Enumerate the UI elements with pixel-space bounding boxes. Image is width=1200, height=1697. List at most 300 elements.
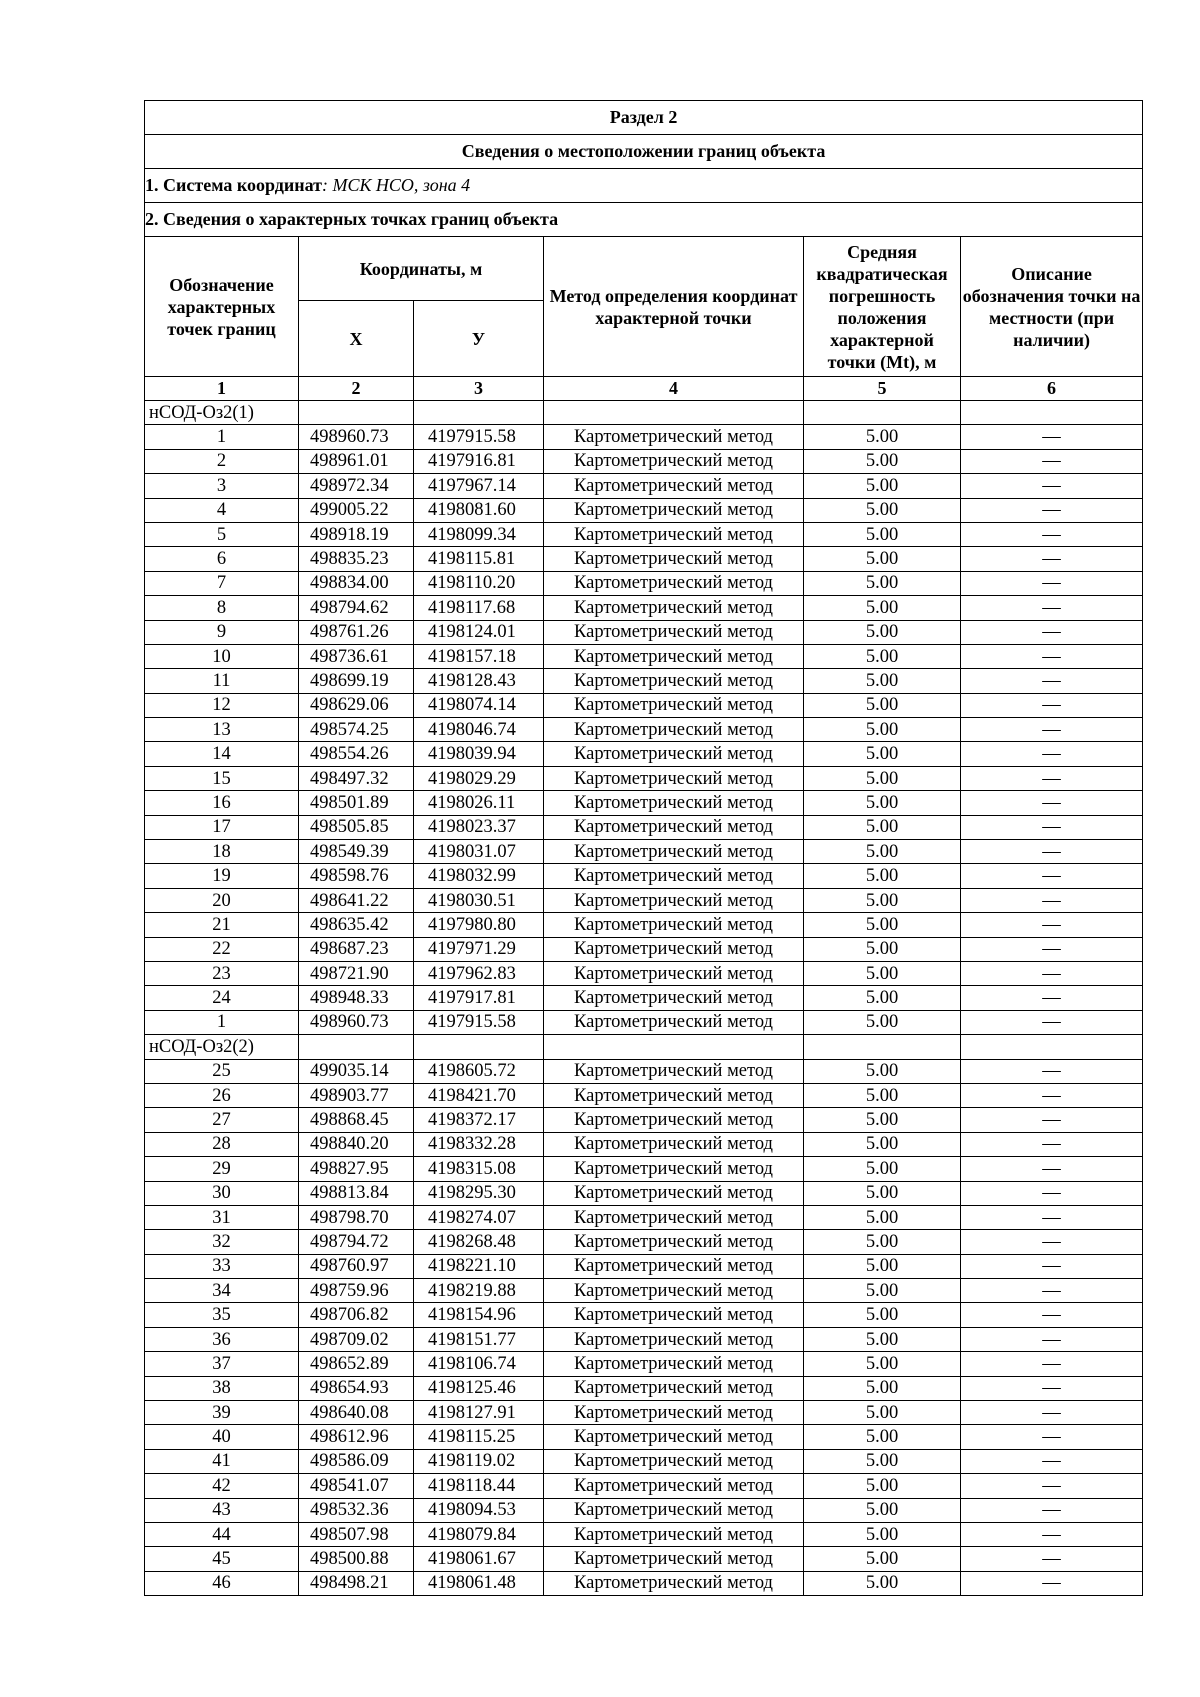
table-row <box>145 864 1143 888</box>
description-cell: — <box>961 888 1143 912</box>
table-row <box>145 1449 1143 1473</box>
table-row <box>145 1352 1143 1376</box>
coord-y: 4198332.28 <box>414 1132 544 1156</box>
group-label: нСОД-Оз2(1) <box>145 401 299 425</box>
coord-y: 4198061.67 <box>414 1547 544 1571</box>
method-cell: Картометрический метод <box>544 766 804 790</box>
coord-y: 4198128.43 <box>414 669 544 693</box>
coord-y: 4198274.07 <box>414 1205 544 1229</box>
cell-x-empty <box>299 1035 414 1059</box>
error-cell: 5.00 <box>804 864 961 888</box>
coord-y: 4198315.08 <box>414 1157 544 1181</box>
coord-x: 498903.77 <box>299 1083 414 1107</box>
error-cell: 5.00 <box>804 1132 961 1156</box>
point-number: 31 <box>145 1205 299 1229</box>
point-number: 6 <box>145 547 299 571</box>
method-cell: Картометрический метод <box>544 1205 804 1229</box>
method-cell: Картометрический метод <box>544 1010 804 1034</box>
coord-y: 4197967.14 <box>414 474 544 498</box>
coord-y: 4197971.29 <box>414 937 544 961</box>
point-number: 35 <box>145 1303 299 1327</box>
coord-x: 498721.90 <box>299 961 414 985</box>
method-cell: Картометрический метод <box>544 644 804 668</box>
method-cell: Картометрический метод <box>544 1059 804 1083</box>
description-cell: — <box>961 961 1143 985</box>
coord-y: 4198119.02 <box>414 1449 544 1473</box>
method-cell: Картометрический метод <box>544 425 804 449</box>
point-number: 5 <box>145 522 299 546</box>
table-row <box>145 840 1143 864</box>
table-row <box>145 1083 1143 1107</box>
point-number: 10 <box>145 644 299 668</box>
method-cell: Картометрический метод <box>544 1449 804 1473</box>
description-cell: — <box>961 1181 1143 1205</box>
description-cell: — <box>961 498 1143 522</box>
cell-error-empty <box>804 401 961 425</box>
error-cell: 5.00 <box>804 1352 961 1376</box>
point-number: 4 <box>145 498 299 522</box>
table-row <box>145 742 1143 766</box>
description-cell: — <box>961 1230 1143 1254</box>
group-row <box>145 401 1143 425</box>
description-cell: — <box>961 840 1143 864</box>
point-number: 14 <box>145 742 299 766</box>
coord-x: 498687.23 <box>299 937 414 961</box>
table-row <box>145 693 1143 717</box>
error-cell: 5.00 <box>804 1181 961 1205</box>
coord-y: 4198030.51 <box>414 888 544 912</box>
coord-y: 4197980.80 <box>414 913 544 937</box>
point-number: 24 <box>145 986 299 1010</box>
column-number: 1 <box>145 377 299 401</box>
coord-x: 498759.96 <box>299 1279 414 1303</box>
method-cell: Картометрический метод <box>544 596 804 620</box>
cell-method-empty <box>544 401 804 425</box>
coord-y: 4198046.74 <box>414 718 544 742</box>
error-cell: 5.00 <box>804 742 961 766</box>
error-cell: 5.00 <box>804 1376 961 1400</box>
coord-y: 4198268.48 <box>414 1230 544 1254</box>
method-cell: Картометрический метод <box>544 937 804 961</box>
method-cell: Картометрический метод <box>544 669 804 693</box>
point-number: 25 <box>145 1059 299 1083</box>
error-cell: 5.00 <box>804 547 961 571</box>
description-cell: — <box>961 1132 1143 1156</box>
point-number: 37 <box>145 1352 299 1376</box>
point-number: 28 <box>145 1132 299 1156</box>
table-row <box>145 571 1143 595</box>
description-cell: — <box>961 1547 1143 1571</box>
point-number: 38 <box>145 1376 299 1400</box>
point-number: 21 <box>145 913 299 937</box>
coord-system-label: 1. Система координат <box>145 175 322 195</box>
coord-x: 498961.01 <box>299 449 414 473</box>
table-row <box>145 937 1143 961</box>
table-row <box>145 449 1143 473</box>
coord-y: 4198026.11 <box>414 791 544 815</box>
error-cell: 5.00 <box>804 644 961 668</box>
table-row <box>145 1498 1143 1522</box>
coord-y: 4198118.44 <box>414 1474 544 1498</box>
coord-x: 498813.84 <box>299 1181 414 1205</box>
point-number: 12 <box>145 693 299 717</box>
error-cell: 5.00 <box>804 669 961 693</box>
method-cell: Картометрический метод <box>544 888 804 912</box>
header-error: Средняя квадратическая погрешность положения характерной точки (Mt), м <box>804 237 961 377</box>
error-cell: 5.00 <box>804 840 961 864</box>
coord-y: 4198061.48 <box>414 1571 544 1595</box>
error-cell: 5.00 <box>804 1425 961 1449</box>
error-cell: 5.00 <box>804 1522 961 1546</box>
point-number: 20 <box>145 888 299 912</box>
table-row <box>145 425 1143 449</box>
header-x: X <box>299 301 414 377</box>
error-cell: 5.00 <box>804 718 961 742</box>
section-title: Раздел 2 <box>145 101 1143 135</box>
point-number: 17 <box>145 815 299 839</box>
coord-x: 499035.14 <box>299 1059 414 1083</box>
coord-y: 4198219.88 <box>414 1279 544 1303</box>
method-cell: Картометрический метод <box>544 1474 804 1498</box>
point-number: 3 <box>145 474 299 498</box>
error-cell: 5.00 <box>804 449 961 473</box>
table-row <box>145 791 1143 815</box>
coord-y: 4197962.83 <box>414 961 544 985</box>
error-cell: 5.00 <box>804 1547 961 1571</box>
cell-y-empty <box>414 1035 544 1059</box>
table-row <box>145 669 1143 693</box>
description-cell: — <box>961 864 1143 888</box>
column-number: 3 <box>414 377 544 401</box>
error-cell: 5.00 <box>804 1083 961 1107</box>
coord-y: 4197916.81 <box>414 449 544 473</box>
coord-x: 498654.93 <box>299 1376 414 1400</box>
point-number: 18 <box>145 840 299 864</box>
table-row <box>145 1522 1143 1546</box>
description-cell: — <box>961 1401 1143 1425</box>
table-row <box>145 888 1143 912</box>
point-number: 1 <box>145 1010 299 1034</box>
point-number: 26 <box>145 1083 299 1107</box>
description-cell: — <box>961 669 1143 693</box>
error-cell: 5.00 <box>804 571 961 595</box>
table-row <box>145 1425 1143 1449</box>
error-cell: 5.00 <box>804 620 961 644</box>
point-number: 16 <box>145 791 299 815</box>
point-number: 2 <box>145 449 299 473</box>
header-description: Описание обозначения точки на местности (при наличии) <box>961 237 1143 377</box>
coord-x: 498574.25 <box>299 718 414 742</box>
coord-y: 4198074.14 <box>414 693 544 717</box>
method-cell: Картометрический метод <box>544 547 804 571</box>
coord-x: 498918.19 <box>299 522 414 546</box>
coord-y: 4198605.72 <box>414 1059 544 1083</box>
point-number: 30 <box>145 1181 299 1205</box>
coord-y: 4198421.70 <box>414 1083 544 1107</box>
description-cell: — <box>961 1571 1143 1595</box>
description-cell: — <box>961 1376 1143 1400</box>
error-cell: 5.00 <box>804 888 961 912</box>
cell-y-empty <box>414 401 544 425</box>
column-number: 4 <box>544 377 804 401</box>
coord-x: 498598.76 <box>299 864 414 888</box>
table-row <box>145 986 1143 1010</box>
coord-y: 4198117.68 <box>414 596 544 620</box>
description-cell: — <box>961 1010 1143 1034</box>
error-cell: 5.00 <box>804 986 961 1010</box>
description-cell: — <box>961 1157 1143 1181</box>
point-number: 34 <box>145 1279 299 1303</box>
table-row <box>145 1327 1143 1351</box>
method-cell: Картометрический метод <box>544 1230 804 1254</box>
point-number: 11 <box>145 669 299 693</box>
description-cell: — <box>961 1303 1143 1327</box>
coord-y: 4198127.91 <box>414 1401 544 1425</box>
point-number: 23 <box>145 961 299 985</box>
coord-y: 4198099.34 <box>414 522 544 546</box>
error-cell: 5.00 <box>804 815 961 839</box>
table-body <box>145 401 1143 1596</box>
coord-x: 498641.22 <box>299 888 414 912</box>
cell-error-empty <box>804 1035 961 1059</box>
coord-x: 498635.42 <box>299 913 414 937</box>
error-cell: 5.00 <box>804 1571 961 1595</box>
method-cell: Картометрический метод <box>544 791 804 815</box>
table-row <box>145 1547 1143 1571</box>
method-cell: Картометрический метод <box>544 1279 804 1303</box>
error-cell: 5.00 <box>804 1327 961 1351</box>
coord-x: 498827.95 <box>299 1157 414 1181</box>
point-number: 29 <box>145 1157 299 1181</box>
point-number: 43 <box>145 1498 299 1522</box>
coord-y: 4198029.29 <box>414 766 544 790</box>
error-cell: 5.00 <box>804 1205 961 1229</box>
coord-system-value: : МСК НСО, зона 4 <box>321 175 471 195</box>
point-number: 42 <box>145 1474 299 1498</box>
table-row <box>145 1230 1143 1254</box>
column-number: 2 <box>299 377 414 401</box>
coord-x: 498507.98 <box>299 1522 414 1546</box>
point-number: 27 <box>145 1108 299 1132</box>
table-row <box>145 1474 1143 1498</box>
table-row <box>145 644 1143 668</box>
coord-x: 498960.73 <box>299 425 414 449</box>
description-cell: — <box>961 913 1143 937</box>
point-number: 36 <box>145 1327 299 1351</box>
table-row <box>145 1376 1143 1400</box>
coord-y: 4198124.01 <box>414 620 544 644</box>
point-number: 44 <box>145 1522 299 1546</box>
method-cell: Картометрический метод <box>544 815 804 839</box>
coord-x: 498554.26 <box>299 742 414 766</box>
table-row <box>145 620 1143 644</box>
coord-y: 4198154.96 <box>414 1303 544 1327</box>
method-cell: Картометрический метод <box>544 986 804 1010</box>
error-cell: 5.00 <box>804 937 961 961</box>
method-cell: Картометрический метод <box>544 571 804 595</box>
method-cell: Картометрический метод <box>544 1108 804 1132</box>
method-cell: Картометрический метод <box>544 1425 804 1449</box>
error-cell: 5.00 <box>804 1230 961 1254</box>
point-number: 13 <box>145 718 299 742</box>
coord-x: 498868.45 <box>299 1108 414 1132</box>
header-method: Метод определения координат характерной точки <box>544 237 804 377</box>
coord-y: 4198115.81 <box>414 547 544 571</box>
description-cell: — <box>961 1254 1143 1278</box>
method-cell: Картометрический метод <box>544 522 804 546</box>
coord-x: 498652.89 <box>299 1352 414 1376</box>
header-y: У <box>414 301 544 377</box>
table-row <box>145 522 1143 546</box>
error-cell: 5.00 <box>804 474 961 498</box>
cell-x-empty <box>299 401 414 425</box>
coord-y: 4198031.07 <box>414 840 544 864</box>
coord-x: 498761.26 <box>299 620 414 644</box>
table-row <box>145 1401 1143 1425</box>
error-cell: 5.00 <box>804 1449 961 1473</box>
coord-x: 498972.34 <box>299 474 414 498</box>
error-cell: 5.00 <box>804 596 961 620</box>
table-row <box>145 1254 1143 1278</box>
table-row <box>145 1571 1143 1595</box>
description-cell: — <box>961 571 1143 595</box>
coord-y: 4198094.53 <box>414 1498 544 1522</box>
description-cell: — <box>961 693 1143 717</box>
coord-x: 498505.85 <box>299 815 414 839</box>
coord-x: 498835.23 <box>299 547 414 571</box>
coord-y: 4198081.60 <box>414 498 544 522</box>
description-cell: — <box>961 791 1143 815</box>
method-cell: Картометрический метод <box>544 1571 804 1595</box>
table-row <box>145 913 1143 937</box>
coord-x: 499005.22 <box>299 498 414 522</box>
description-cell: — <box>961 1327 1143 1351</box>
table-row <box>145 1205 1143 1229</box>
method-cell: Картометрический метод <box>544 1303 804 1327</box>
error-cell: 5.00 <box>804 693 961 717</box>
coord-x: 498501.89 <box>299 791 414 815</box>
description-cell: — <box>961 986 1143 1010</box>
method-cell: Картометрический метод <box>544 620 804 644</box>
cell-description-empty <box>961 1035 1143 1059</box>
cell-method-empty <box>544 1035 804 1059</box>
method-cell: Картометрический метод <box>544 474 804 498</box>
table-row <box>145 596 1143 620</box>
description-cell: — <box>961 644 1143 668</box>
table-row <box>145 498 1143 522</box>
table-row <box>145 1108 1143 1132</box>
error-cell: 5.00 <box>804 1254 961 1278</box>
description-cell: — <box>961 718 1143 742</box>
coord-y: 4198039.94 <box>414 742 544 766</box>
point-number: 41 <box>145 1449 299 1473</box>
table-row <box>145 547 1143 571</box>
coord-y: 4198110.20 <box>414 571 544 595</box>
coord-y: 4197915.58 <box>414 1010 544 1034</box>
header-designation: Обозначение характерных точек границ <box>145 237 299 377</box>
description-cell: — <box>961 766 1143 790</box>
point-number: 15 <box>145 766 299 790</box>
coord-y: 4198157.18 <box>414 644 544 668</box>
description-cell: — <box>961 1083 1143 1107</box>
error-cell: 5.00 <box>804 1303 961 1327</box>
method-cell: Картометрический метод <box>544 1157 804 1181</box>
point-number: 9 <box>145 620 299 644</box>
table-row <box>145 1132 1143 1156</box>
coord-x: 498629.06 <box>299 693 414 717</box>
error-cell: 5.00 <box>804 791 961 815</box>
point-number: 45 <box>145 1547 299 1571</box>
table-row <box>145 815 1143 839</box>
coord-x: 498794.72 <box>299 1230 414 1254</box>
error-cell: 5.00 <box>804 1059 961 1083</box>
point-number: 7 <box>145 571 299 595</box>
description-cell: — <box>961 596 1143 620</box>
error-cell: 5.00 <box>804 1279 961 1303</box>
error-cell: 5.00 <box>804 1474 961 1498</box>
coord-x: 498709.02 <box>299 1327 414 1351</box>
coord-y: 4198295.30 <box>414 1181 544 1205</box>
coord-x: 498798.70 <box>299 1205 414 1229</box>
error-cell: 5.00 <box>804 425 961 449</box>
method-cell: Картометрический метод <box>544 498 804 522</box>
coord-x: 498612.96 <box>299 1425 414 1449</box>
point-number: 22 <box>145 937 299 961</box>
error-cell: 5.00 <box>804 961 961 985</box>
coord-x: 498586.09 <box>299 1449 414 1473</box>
method-cell: Картометрический метод <box>544 1254 804 1278</box>
error-cell: 5.00 <box>804 766 961 790</box>
group-row <box>145 1035 1143 1059</box>
description-cell: — <box>961 425 1143 449</box>
method-cell: Картометрический метод <box>544 1132 804 1156</box>
error-cell: 5.00 <box>804 1157 961 1181</box>
section-subtitle: Сведения о местоположении границ объекта <box>145 135 1143 169</box>
coord-x: 498699.19 <box>299 669 414 693</box>
description-cell: — <box>961 1425 1143 1449</box>
error-cell: 5.00 <box>804 522 961 546</box>
description-cell: — <box>961 1352 1143 1376</box>
method-cell: Картометрический метод <box>544 1181 804 1205</box>
method-cell: Картометрический метод <box>544 742 804 766</box>
error-cell: 5.00 <box>804 1401 961 1425</box>
error-cell: 5.00 <box>804 1498 961 1522</box>
coord-x: 498736.61 <box>299 644 414 668</box>
description-cell: — <box>961 742 1143 766</box>
coord-x: 498500.88 <box>299 1547 414 1571</box>
point-number: 33 <box>145 1254 299 1278</box>
coord-y: 4198106.74 <box>414 1352 544 1376</box>
column-number: 5 <box>804 377 961 401</box>
table-row <box>145 961 1143 985</box>
description-cell: — <box>961 1522 1143 1546</box>
description-cell: — <box>961 547 1143 571</box>
error-cell: 5.00 <box>804 1010 961 1034</box>
method-cell: Картометрический метод <box>544 1376 804 1400</box>
coord-system-row <box>145 169 1143 203</box>
coord-x: 498532.36 <box>299 1498 414 1522</box>
table-row <box>145 1303 1143 1327</box>
description-cell: — <box>961 522 1143 546</box>
method-cell: Картометрический метод <box>544 449 804 473</box>
method-cell: Картометрический метод <box>544 1083 804 1107</box>
description-cell: — <box>961 815 1143 839</box>
coord-x: 498794.62 <box>299 596 414 620</box>
table-row <box>145 718 1143 742</box>
method-cell: Картометрический метод <box>544 961 804 985</box>
description-cell: — <box>961 620 1143 644</box>
method-cell: Картометрический метод <box>544 1401 804 1425</box>
